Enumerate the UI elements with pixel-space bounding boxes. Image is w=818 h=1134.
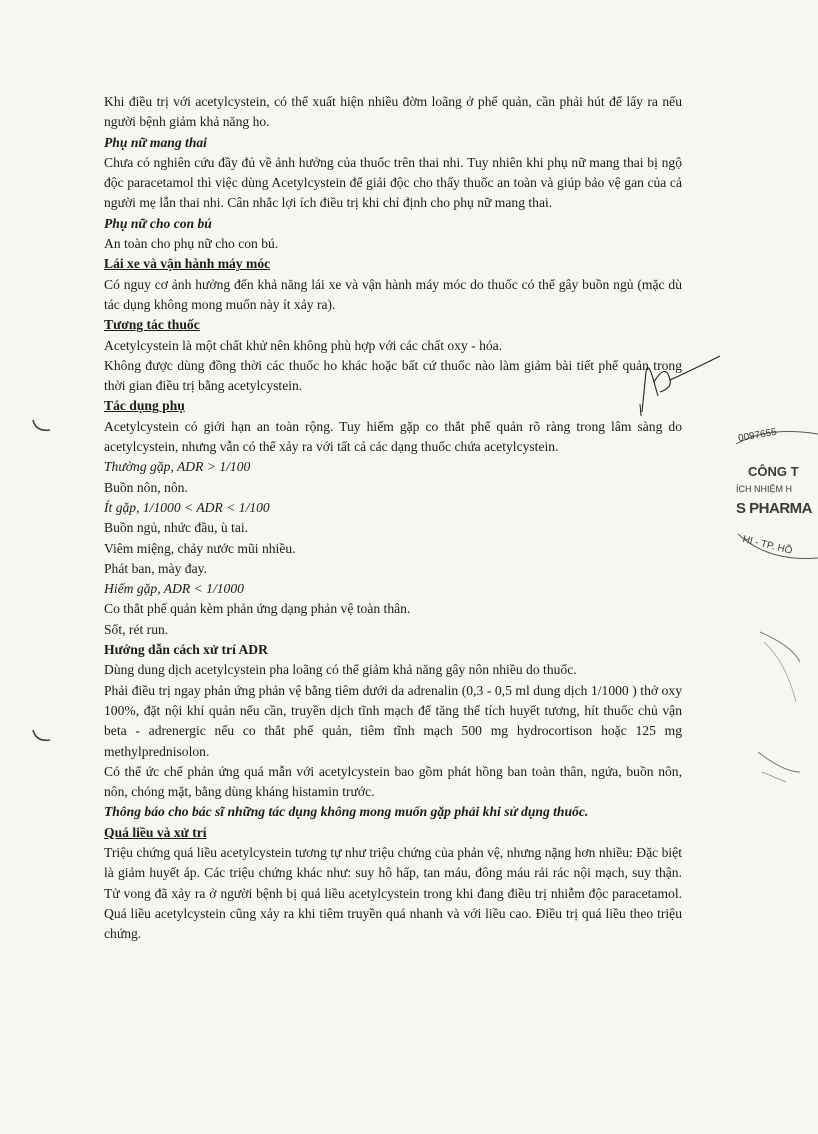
paragraph: Có thể ức chế phản ứng quá mẫn với acetylcystein bao gồm phát hồng ban toàn thân, ngứa, buồn nôn, nôn, chóng mặt, bằng dùng kháng histamin trước. (104, 763, 682, 800)
stamp-line4: HI - TP. HỒ (741, 534, 794, 557)
paragraph: Triệu chứng quá liều acetylcystein tương tự như triệu chứng của phản vệ, nhưng nặng hơn nhiều: Đặc biệt là giảm huyết áp. Các triệu chứng khác như: suy hô hấp, tan máu, đông máu rải rác nội mạch, suy thận. Tử vong đã xảy ra ở người bệnh bị quá liều acetylcystein trong khi đang điều trị nhiễm độc paracetamol. Quá liều acetylcystein cũng xảy ra khi tiêm truyền quá nhanh và với liều cao. Điều trị quá liều theo triệu chứng. (104, 844, 682, 942)
section-subheading: Phụ nữ cho con bú (104, 215, 212, 231)
paragraph: Acetylcystein có giới hạn an toàn rộng. Tuy hiếm gặp co thắt phế quản rõ ràng trong lâm sàng do acetylcystein, nhưng vẫn có thể xảy ra với tất cả các dạng thuốc chứa acetylcystein. (104, 418, 682, 455)
frequency-label: Thường gặp, ADR > 1/100 (104, 459, 251, 475)
section-heading: Hướng dẫn cách xử trí ADR (104, 642, 268, 658)
paragraph: Phải điều trị ngay phản ứng phản vệ bằng tiêm dưới da adrenalin (0,3 - 0,5 ml dung dịch 1/1000 ) thở oxy 100%, đặt nội khí quản nếu cần, truyền dịch tĩnh mạch để tăng thể tích huyết tương, hít thuốc chủ vận beta - adrenergic nếu co thắt phế quản, tiêm tĩnh mạch 500 mg hydrocortison hoặc 125 mg methylprednisolon. (104, 682, 682, 759)
frequency-label: Ít gặp, 1/1000 < ADR < 1/100 (104, 499, 270, 515)
section-heading: Tương tác thuốc (104, 317, 200, 333)
paragraph: Dùng dung dịch acetylcystein pha loãng có thể giảm khả năng gây nôn nhiều do thuốc. (104, 662, 577, 678)
stamp-line1: CÔNG T (748, 464, 799, 479)
paragraph: Chưa có nghiên cứu đầy đủ về ảnh hưởng của thuốc trên thai nhi. Tuy nhiên khi phụ nữ mang thai bị ngộ độc paracetamol thì việc dùng Acetylcystein để giải độc cho thấy thuốc an toàn và giúp bảo vệ gan của cả người mẹ lẫn thai nhi. Cân nhắc lợi ích điều trị khi chỉ định cho phụ nữ mang thai. (104, 154, 682, 211)
paragraph: Có nguy cơ ảnh hưởng đến khả năng lái xe và vận hành máy móc do thuốc có thể gây buồn ngủ (mặc dù tác dụng không mong muốn này ít xảy ra). (104, 276, 682, 312)
frequency-label: Hiếm gặp, ADR < 1/1000 (104, 581, 244, 597)
section-heading: Tác dụng phụ (104, 398, 185, 414)
stamp-fragment-lower (756, 622, 800, 792)
section-subheading: Phụ nữ mang thai (104, 134, 207, 150)
paragraph: Phát ban, mày đay. (104, 560, 207, 576)
paragraph: Viêm miệng, chảy nước mũi nhiều. (104, 540, 296, 556)
stamp-line3: S PHARMA (736, 500, 813, 517)
punch-hole-mark-top (30, 416, 54, 438)
paragraph: Buồn ngủ, nhức đầu, ù tai. (104, 520, 249, 536)
paragraph: Buồn nôn, nôn. (104, 479, 188, 495)
section-heading: Lái xe và vận hành máy móc (104, 256, 271, 272)
company-stamp (728, 424, 818, 574)
paragraph: Sốt, rét run. (104, 621, 169, 637)
section-heading: Quá liều và xử trí (104, 824, 207, 840)
paragraph: Co thắt phế quản kèm phản ứng dạng phản vệ toàn thân. (104, 601, 411, 617)
stamp-line2: ÍCH NHIỆM H (736, 484, 792, 494)
punch-hole-mark-bottom (30, 726, 54, 748)
notice-text: Thông báo cho bác sĩ những tác dụng không mong muốn gặp phải khi sử dụng thuốc. (104, 804, 589, 820)
paragraph: An toàn cho phụ nữ cho con bú. (104, 236, 279, 252)
document-body (104, 92, 682, 944)
stamp-number: 0097655 (737, 426, 778, 445)
paragraph: Acetylcystein là một chất khử nên không phù hợp với các chất oxy - hóa. (104, 337, 503, 353)
paragraph: Khi điều trị với acetylcystein, có thể xuất hiện nhiều đờm loãng ở phế quản, cần phải hút để lấy ra nếu người bệnh giảm khả năng ho. (104, 94, 682, 130)
paragraph: Không được dùng đồng thời các thuốc ho khác hoặc bất cứ thuốc nào làm giảm bài tiết phế quản trong thời gian điều trị bằng acetylcystein. (104, 357, 682, 394)
